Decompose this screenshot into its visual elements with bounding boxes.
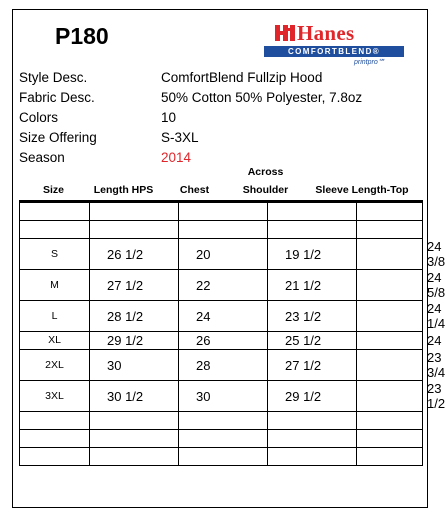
table-cell: 29 1/2 — [268, 381, 357, 412]
table-cell — [357, 203, 423, 221]
table-cell: 24 — [357, 332, 423, 350]
table-row — [20, 301, 423, 332]
table-cell — [20, 448, 90, 466]
attr-value-season: 2014 — [161, 150, 192, 165]
table-cell — [268, 448, 357, 466]
table-cell: 27 1/2 — [268, 350, 357, 381]
table-cell: 26 1/2 — [90, 239, 179, 270]
col-header-length-hps: Length HPS — [93, 184, 154, 196]
col-header-across-line2: Shoulder — [242, 184, 289, 196]
table-cell: L — [20, 301, 90, 332]
attr-label-season: Season — [19, 150, 65, 165]
table-row — [20, 381, 423, 412]
col-header-size: Size — [42, 184, 64, 196]
attr-label-style: Style Desc. — [19, 70, 88, 85]
table-cell — [268, 430, 357, 448]
table-cell: 25 1/2 — [268, 332, 357, 350]
table-cell — [179, 203, 268, 221]
table-cell — [90, 430, 179, 448]
table-cell — [268, 221, 357, 239]
attr-value-size-offering: S-3XL — [161, 130, 199, 145]
spec-table — [19, 202, 445, 466]
logo-bar: COMFORTBLEND® — [264, 46, 404, 57]
table-cell: S — [20, 239, 90, 270]
table-cell: 29 1/2 — [90, 332, 179, 350]
table-cell — [357, 430, 423, 448]
table-cell — [357, 221, 423, 239]
table-cell — [179, 430, 268, 448]
table-cell: 26 — [179, 332, 268, 350]
table-cell: 24 5/8 — [357, 270, 423, 301]
table-cell: 2XL — [20, 350, 90, 381]
col-header-chest: Chest — [179, 184, 210, 196]
table-cell: 30 1/2 — [90, 381, 179, 412]
table-cell: 20 — [179, 239, 268, 270]
table-cell: 27 1/2 — [90, 270, 179, 301]
table-cell — [20, 430, 90, 448]
table-cell — [179, 448, 268, 466]
table-cell — [179, 412, 268, 430]
attr-value-fabric: 50% Cotton 50% Polyester, 7.8oz — [161, 90, 363, 105]
table-cell — [357, 448, 423, 466]
table-cell: 24 1/4 — [357, 301, 423, 332]
table-cell: 23 1/2 — [268, 301, 357, 332]
logo-brand: Hanes — [297, 21, 355, 45]
table-cell: 24 3/8 — [357, 239, 423, 270]
attr-label-colors: Colors — [19, 110, 59, 125]
table-cell — [90, 203, 179, 221]
table-cell: 30 — [90, 350, 179, 381]
attr-value-colors: 10 — [161, 110, 177, 125]
table-cell: 23 3/4 — [357, 350, 423, 381]
table-row — [20, 412, 423, 430]
table-cell: 3XL — [20, 381, 90, 412]
table-cell: 24 — [179, 301, 268, 332]
attr-label-size-offering: Size Offering — [19, 130, 97, 145]
table-row — [20, 239, 423, 270]
table-cell: 21 1/2 — [268, 270, 357, 301]
table-cell: 30 — [179, 381, 268, 412]
table-cell — [179, 221, 268, 239]
table-row — [20, 221, 423, 239]
table-cell — [268, 203, 357, 221]
table-cell: 22 — [179, 270, 268, 301]
table-cell: 28 1/2 — [90, 301, 179, 332]
table-row — [20, 448, 423, 466]
hanes-h-icon — [274, 23, 296, 43]
table-row — [20, 332, 423, 350]
table-cell: 23 1/2 — [357, 381, 423, 412]
table-cell: XL — [20, 332, 90, 350]
table-cell: 19 1/2 — [268, 239, 357, 270]
table-row — [20, 430, 423, 448]
table-cell — [20, 221, 90, 239]
table-cell — [90, 412, 179, 430]
attr-label-fabric: Fabric Desc. — [19, 90, 95, 105]
table-cell: M — [20, 270, 90, 301]
hanes-logo — [261, 22, 407, 72]
table-cell — [90, 221, 179, 239]
table-row — [20, 203, 423, 221]
table-cell — [20, 412, 90, 430]
table-cell: 28 — [179, 350, 268, 381]
spec-sheet — [12, 9, 445, 508]
logo-sub: printpro℠ — [354, 59, 385, 66]
col-header-sleeve: Sleeve Length-Top — [315, 184, 409, 196]
table-cell — [20, 203, 90, 221]
attr-value-style: ComfortBlend Fullzip Hood — [161, 70, 323, 85]
table-row — [20, 350, 423, 381]
table-cell — [90, 448, 179, 466]
table-cell — [268, 412, 357, 430]
product-code: P180 — [55, 23, 109, 49]
table-cell — [357, 412, 423, 430]
table-row — [20, 270, 423, 301]
col-header-across-line1: Across — [247, 166, 284, 178]
